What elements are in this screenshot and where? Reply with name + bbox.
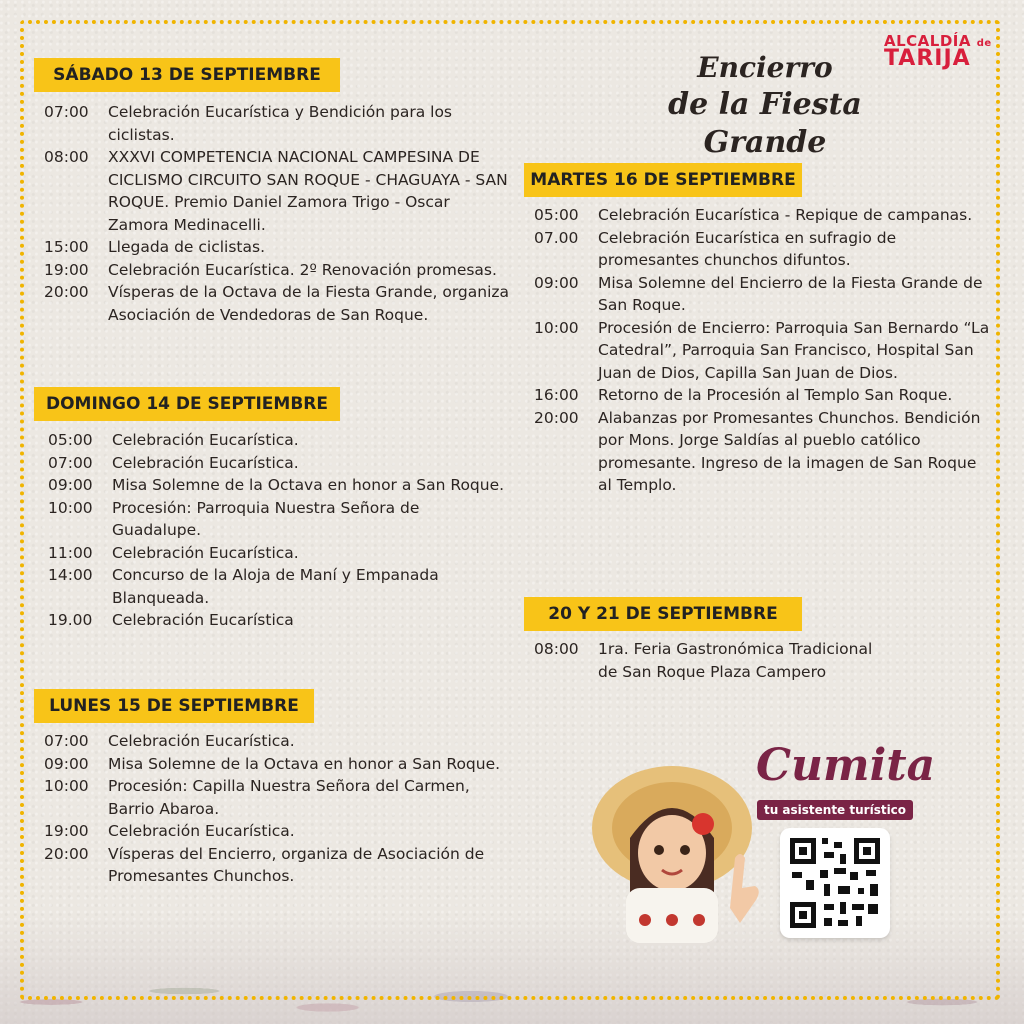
section-header-20-21: 20 Y 21 DE SEPTIEMBRE [524, 597, 802, 631]
event-text: Retorno de la Procesión al Templo San Roque. [598, 386, 953, 404]
title-line2: de la Fiesta Grande [668, 87, 862, 160]
event-text: Vísperas de la Octava de la Fiesta Grande, organiza Asociación de Vendedoras de San Roque. [108, 283, 510, 324]
section-header-domingo: DOMINGO 14 DE SEPTIEMBRE [34, 387, 340, 421]
section-header-sabado: SÁBADO 13 DE SEPTIEMBRE [34, 58, 340, 92]
list-item [44, 843, 514, 888]
list-item [534, 384, 990, 407]
event-time: 10:00 [48, 498, 93, 517]
page-title [615, 50, 915, 162]
event-text: Celebración Eucarística. [112, 543, 299, 562]
event-text: Procesión: Capilla Nuestra Señora del Carmen, Barrio Abaroa. [108, 777, 470, 818]
title-line1: Encierro [697, 51, 833, 84]
qr-code-icon [780, 828, 890, 938]
event-time: 05:00 [48, 431, 93, 449]
schedule-list-20-21 [534, 638, 874, 683]
list-item [534, 407, 990, 497]
logo-top-text: ALCALDÍA [884, 32, 971, 50]
event-time: 05:00 [534, 206, 579, 224]
event-time: 20:00 [44, 283, 89, 301]
event-time: 19.00 [48, 611, 93, 629]
list-item [534, 317, 990, 385]
event-text: Misa Solemne de la Octava en honor a San Roque. [108, 754, 501, 773]
event-time: 09:00 [534, 273, 579, 292]
event-text: Misa Solemne de la Octava en honor a San Roque. [112, 476, 505, 494]
list-item [44, 730, 514, 753]
list-item [44, 753, 514, 776]
event-text: Alabanzas por Promesantes Chunchos. Bendición por Mons. Jorge Saldías al pueblo católico promesante. Ingreso de la imagen de San Roque al Templo. [598, 408, 981, 494]
list-item [48, 429, 508, 452]
event-text: Celebración Eucarística. 2º Renovación promesas. [108, 260, 497, 279]
event-text: Celebración Eucarística. [112, 453, 299, 472]
event-time: 19:00 [44, 260, 89, 279]
schedule-list-domingo [48, 429, 508, 632]
list-item [48, 609, 508, 632]
event-text: XXXVI COMPETENCIA NACIONAL CAMPESINA DE CICLISMO CIRCUITO SAN ROQUE - CHAGUAYA - SAN ROQUE. Premio Daniel Zamora Trigo - Oscar Zamora Medinacelli. [108, 148, 508, 234]
event-time: 15:00 [44, 238, 89, 256]
event-text: Misa Solemne del Encierro de la Fiesta Grande de San Roque. [598, 273, 983, 314]
list-item [48, 474, 508, 497]
assistant-tagline: tu asistente turístico [757, 800, 913, 820]
event-text: Procesión de Encierro: Parroquia San Bernardo “La Catedral”, Parroquia San Francisco, Hospital San Juan de Dios, Capilla San Juan de Dios. [598, 318, 990, 382]
event-text: Celebración Eucarística. [112, 431, 299, 449]
assistant-name: Cumita [756, 740, 936, 791]
list-item [48, 497, 508, 542]
event-time: 19:00 [44, 822, 89, 840]
list-item [44, 101, 514, 146]
event-time: 14:00 [48, 566, 93, 584]
logo-bottom-text: TARIJA [884, 46, 971, 71]
event-text: Celebración Eucarística [112, 611, 294, 629]
list-item [534, 227, 990, 272]
event-time: 20:00 [534, 408, 579, 427]
event-text: Celebración Eucarística y Bendición para los ciclistas. [108, 103, 452, 144]
event-time: 07.00 [534, 228, 579, 247]
schedule-list-sabado [44, 101, 514, 326]
list-item [44, 820, 514, 843]
event-text: Celebración Eucarística. [108, 732, 295, 750]
event-time: 16:00 [534, 386, 579, 404]
event-text: Celebración Eucarística en sufragio de promesantes chunchos difuntos. [598, 228, 897, 269]
list-item [44, 281, 514, 326]
schedule-list-lunes [44, 730, 514, 888]
event-text: Celebración Eucarística - Repique de campanas. [598, 206, 973, 224]
event-time: 07:00 [44, 732, 89, 750]
event-time: 07:00 [44, 103, 89, 121]
list-item [534, 638, 874, 683]
event-text: Procesión: Parroquia Nuestra Señora de Guadalupe. [112, 498, 420, 539]
section-header-lunes: LUNES 15 DE SEPTIEMBRE [34, 689, 314, 723]
logo-de-text: de [976, 38, 992, 49]
list-item [44, 146, 514, 236]
list-item [44, 775, 514, 820]
list-item [534, 204, 990, 227]
list-item [44, 236, 514, 259]
schedule-list-martes [534, 204, 990, 497]
event-time: 09:00 [48, 476, 93, 494]
event-time: 09:00 [44, 754, 89, 773]
event-text: Celebración Eucarística. [108, 822, 295, 840]
list-item [48, 542, 508, 565]
cumita-character-illustration [590, 758, 765, 943]
list-item [534, 272, 990, 317]
event-time: 10:00 [534, 318, 579, 337]
event-text: Concurso de la Aloja de Maní y Empanada Blanqueada. [112, 566, 439, 607]
event-time: 08:00 [44, 148, 89, 166]
event-time: 08:00 [534, 640, 579, 658]
event-text: Llegada de ciclistas. [108, 238, 265, 256]
section-header-martes: MARTES 16 DE SEPTIEMBRE [524, 163, 802, 197]
list-item [48, 564, 508, 609]
event-time: 11:00 [48, 543, 93, 562]
event-text: Vísperas del Encierro, organiza de Asociación de Promesantes Chunchos. [108, 844, 485, 885]
list-item [48, 452, 508, 475]
event-time: 20:00 [44, 844, 89, 863]
event-time: 07:00 [48, 453, 93, 472]
event-text: 1ra. Feria Gastronómica Tradicional de San Roque Plaza Campero [598, 640, 873, 681]
list-item [44, 259, 514, 282]
qr-code[interactable] [780, 828, 890, 938]
event-time: 10:00 [44, 777, 89, 795]
